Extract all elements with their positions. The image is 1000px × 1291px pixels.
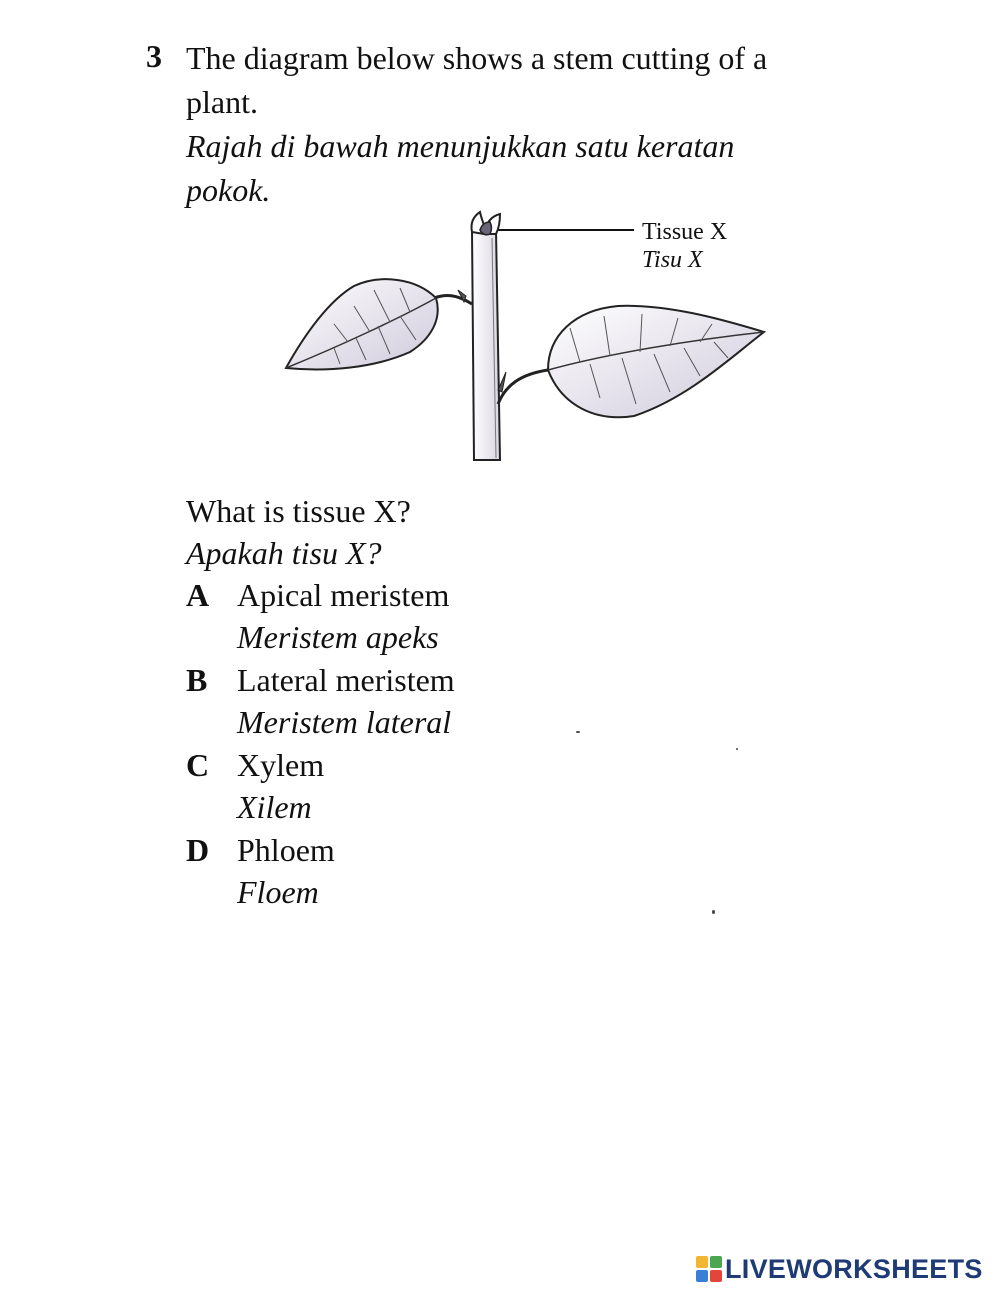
option-text-en: Lateral meristem [237, 662, 455, 698]
scan-speck [712, 910, 715, 914]
option-text [237, 744, 324, 828]
logo-square [696, 1270, 708, 1282]
option-text-ms: Floem [237, 874, 319, 910]
question-prompt [186, 490, 411, 574]
question-stem [186, 36, 858, 212]
option-a[interactable] [186, 574, 686, 659]
option-letter: A [186, 577, 210, 613]
stem-en-line1: The diagram below shows a stem cutting of a [186, 40, 768, 76]
tissue-x-label-ms: Tisu X [642, 247, 703, 273]
option-text [237, 659, 455, 743]
answer-options [186, 574, 686, 914]
scan-speck [736, 748, 738, 750]
option-c[interactable] [186, 744, 686, 829]
logo-square [710, 1270, 722, 1282]
prompt-en: What is tissue X? [186, 493, 411, 529]
option-text-en: Phloem [237, 832, 335, 868]
tissue-x-label: Tissue X [642, 219, 728, 245]
stem-cutting-diagram [270, 208, 770, 464]
option-text [237, 574, 449, 658]
option-text-en: Apical meristem [237, 577, 450, 613]
logo-square [696, 1256, 708, 1268]
left-leaf [286, 279, 438, 369]
option-text-ms: Meristem lateral [237, 704, 452, 740]
prompt-ms: Apakah tisu X? [186, 535, 382, 571]
option-text-en: Xylem [237, 747, 325, 783]
left-petiole [434, 296, 472, 304]
stem-ms-line2: pokok. [186, 172, 271, 208]
option-d[interactable] [186, 829, 686, 914]
option-letter: C [186, 747, 210, 783]
stem-ms-line1: Rajah di bawah menunjukkan satu keratan [186, 128, 735, 164]
option-letter: D [186, 832, 210, 868]
option-letter: B [186, 662, 208, 698]
liveworksheets-watermark [696, 1252, 983, 1286]
logo-square [710, 1256, 722, 1268]
watermark-text: LIVEWORKSHEETS [725, 1253, 983, 1284]
option-text-ms: Xilem [237, 789, 312, 825]
option-b[interactable] [186, 659, 686, 744]
stem-en-line2: plant. [186, 84, 258, 120]
scan-speck [576, 731, 580, 733]
option-text-ms: Meristem apeks [237, 619, 439, 655]
option-text [237, 829, 335, 913]
liveworksheets-logo-icon [696, 1256, 722, 1282]
question-number: 3 [146, 38, 162, 74]
